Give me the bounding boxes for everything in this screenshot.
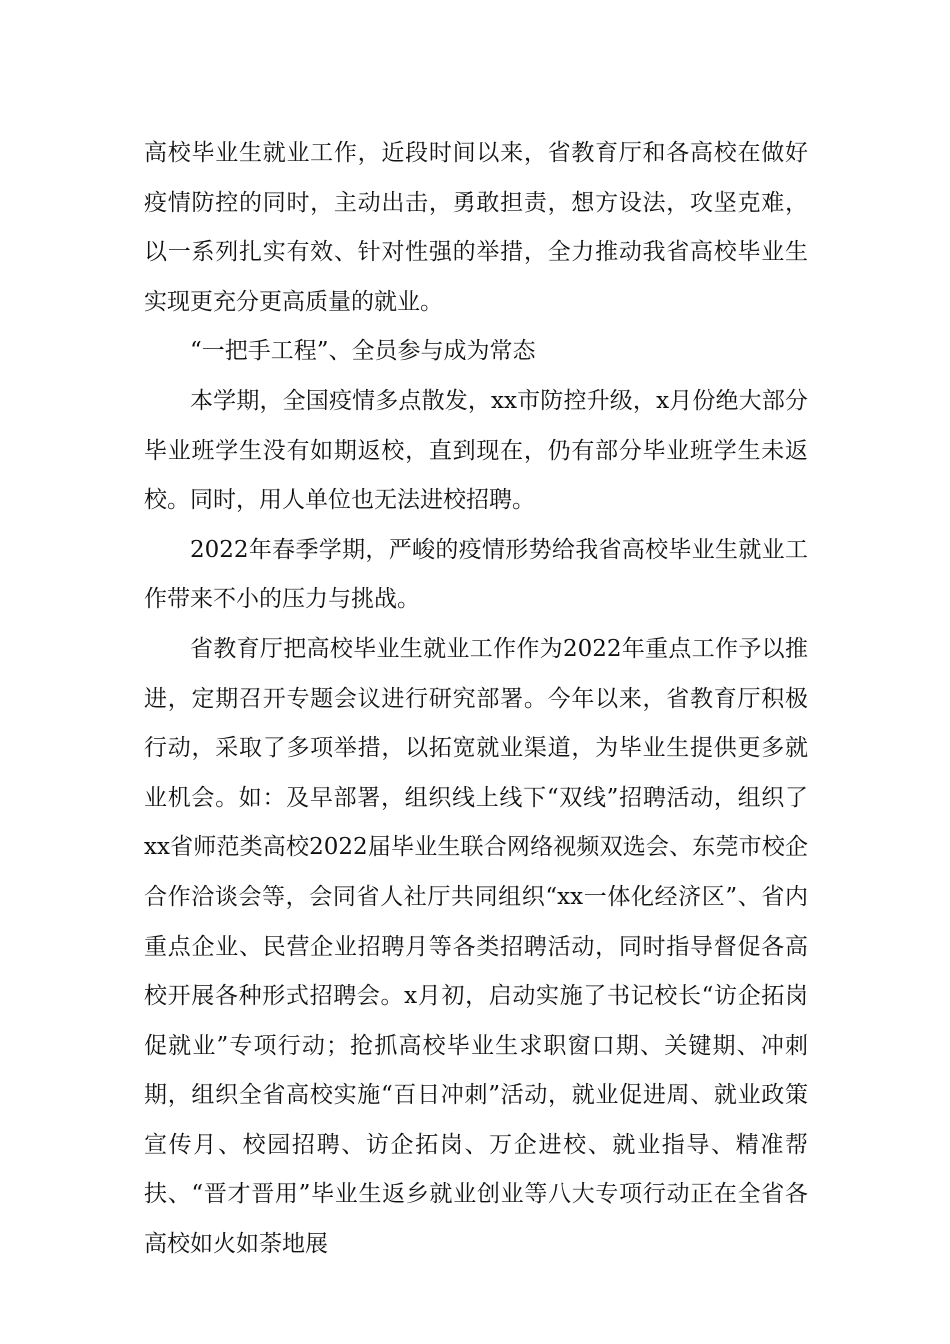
section-heading: “一把手工程”、全员参与成为常态	[190, 338, 536, 365]
paragraph-4: 省教育厅把高校毕业生就业工作作为2022年重点工作予以推进，定期召开专题会议进行研究部署。今年以来，省教育厅积极行动，采取了多项举措，以拓宽就业渠道，为毕业生提供更多就业机会。如：及早部署，组织线上线下“双线”招聘活动，组织了xx省师范类高校2022届毕业生联合网络视频双选会、东莞市校企合作洽谈会等，会同省人社厅共同组织“xx一体化经济区”、省内重点企业、民营企业招聘月等各类招聘活动，同时指导督促各高校开展各种形式招聘会。x月初，启动实施了书记校长“访企拓岗促就业”专项行动；抢抓高校毕业生求职窗口期、关键期、冲刺期，组织全省高校实施“百日冲刺”活动，就业促进周、就业政策宣传月、校园招聘、访企拓岗、万企进校、就业指导、精准帮扶、“晋才晋用”毕业生返乡就业创业等八大专项行动正在全省各高校如火如荼地展	[144, 635, 808, 1258]
paragraph-1: 高校毕业生就业工作，近段时间以来，省教育厅和各高校在做好疫情防控的同时，主动出击，勇敢担责，想方设法，攻坚克难，以一系列扎实有效、针对性强的举措，全力推动我省高校毕业生实现更充分更高质量的就业。	[144, 140, 808, 315]
document-body	[144, 129, 808, 1270]
paragraph-3: 2022年春季学期，严峻的疫情形势给我省高校毕业生就业工作带来不小的压力与挑战。	[144, 536, 808, 613]
paragraph-2: 本学期，全国疫情多点散发，xx市防控升级，x月份绝大部分毕业班学生没有如期返校，直到现在，仍有部分毕业班学生未返校。同时，用人单位也无法进校招聘。	[144, 387, 808, 514]
